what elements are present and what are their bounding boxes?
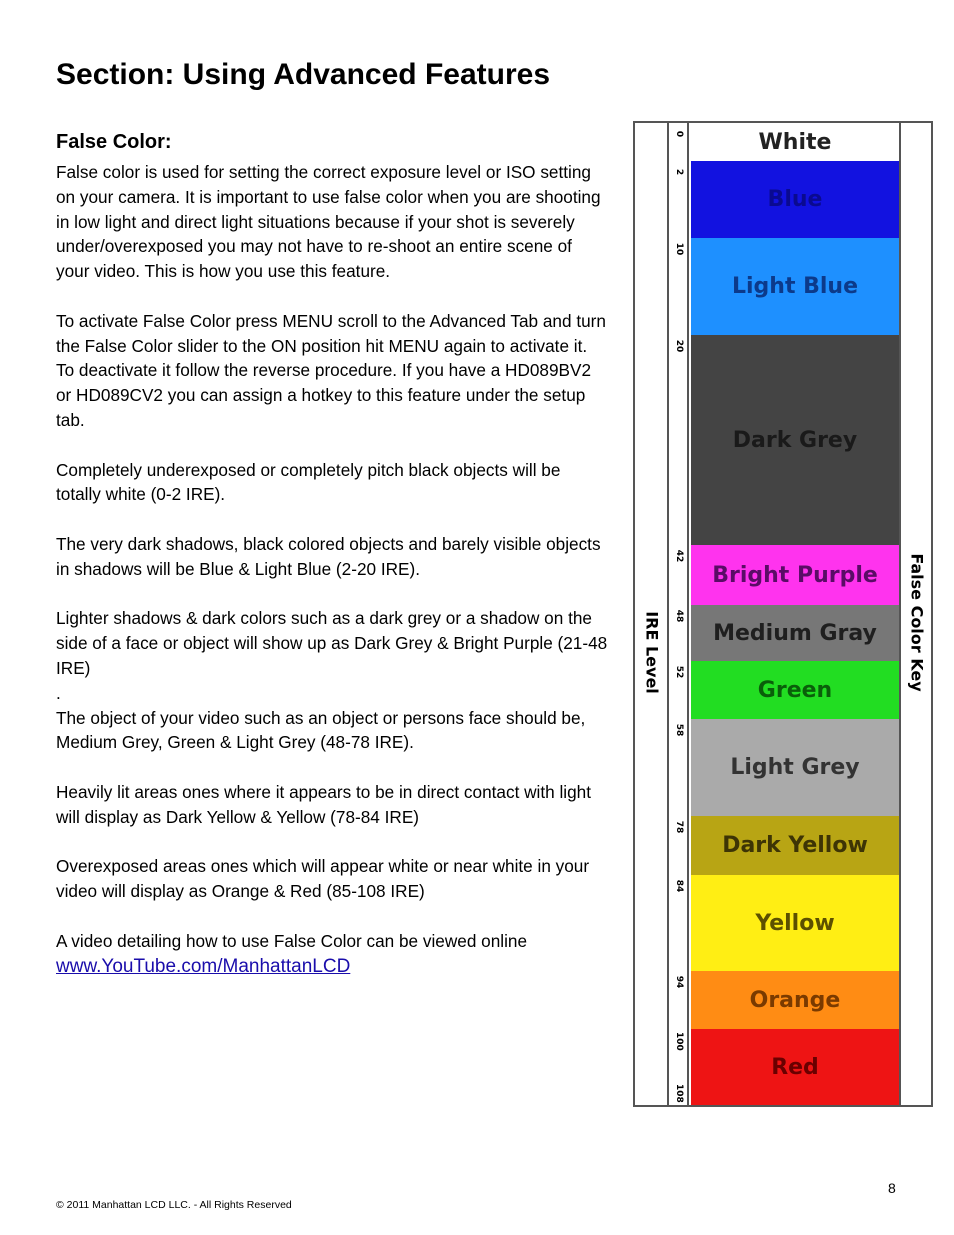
ire-tick-94: 94 <box>674 975 684 989</box>
tick-column <box>669 123 689 1105</box>
band-red: Red <box>691 1029 899 1105</box>
body-text <box>56 160 608 979</box>
ire-column <box>635 123 669 1105</box>
band-medium-gray: Medium Gray <box>691 605 899 661</box>
ire-tick-48: 48 <box>674 609 684 623</box>
paragraph-blue: The very dark shadows, black colored objects and barely visible objects in shadows will be Blue & Light Blue (2-20 IRE). <box>56 533 601 579</box>
band-yellow: Yellow <box>691 875 899 971</box>
paragraph-mid: The object of your video such as an object or persons face should be, Medium Grey, Green & Light Grey (48-78 IRE). <box>56 707 586 753</box>
band-dark-yellow: Dark Yellow <box>691 816 899 875</box>
page-title: Section: Using Advanced Features <box>56 58 551 91</box>
ire-tick-52: 52 <box>674 665 684 679</box>
paragraph-activate: To activate False Color press MENU scroll to the Advanced Tab and turn the False Color slider to the ON position hit MENU again to activate it. To deactivate it follow the reverse procedure. If you have a HD089BV2 or HD089CV2 you can assign a hotkey to this feature under the setup tab. <box>56 310 606 430</box>
false-color-key <box>633 121 933 1107</box>
ire-tick-58: 58 <box>674 723 684 737</box>
ire-tick-10: 10 <box>674 242 684 256</box>
band-bright-purple: Bright Purple <box>691 545 899 605</box>
ire-tick-0: 0 <box>674 130 684 138</box>
band-orange: Orange <box>691 971 899 1029</box>
ire-level-label: IRE Level <box>642 611 662 694</box>
paragraph-yellow: Heavily lit areas ones where it appears to be in direct contact with light will display as Dark Yellow & Yellow (78-84 IRE) <box>56 781 591 827</box>
ire-tick-2: 2 <box>674 168 684 176</box>
ire-tick-78: 78 <box>674 820 684 834</box>
paragraph-red: Overexposed areas ones which will appear white or near white in your video will display as Orange & Red (85-108 IRE) <box>56 856 590 902</box>
paragraph-intro: False color is used for setting the correct exposure level or ISO setting on your camera. It is important to use false color when you are shooting in low light and direct light situations because if your shot is severely under/overexposed you may not have to re-shoot an entire scene of your video. This is how you use this feature. <box>56 162 601 282</box>
youtube-link[interactable]: www.YouTube.com/ManhattanLCD <box>56 955 351 977</box>
band-light-blue: Light Blue <box>691 238 899 335</box>
ire-tick-84: 84 <box>674 879 684 893</box>
ire-tick-108: 108 <box>674 1084 684 1103</box>
paragraph-grey-purple: Lighter shadows & dark colors such as a dark grey or a shadow on the side of a face or object will show up as Dark Grey & Bright Purple (21-48 IRE) <box>56 608 608 678</box>
paragraph-white: Completely underexposed or completely pitch black objects will be totally white (0-2 IRE). <box>56 459 561 505</box>
band-green: Green <box>691 661 899 719</box>
band-blue: Blue <box>691 161 899 238</box>
copyright-footer: © 2011 Manhattan LCD LLC. - All Rights Reserved <box>56 1199 292 1211</box>
section-subtitle: False Color: <box>56 131 172 153</box>
band-light-grey: Light Grey <box>691 719 899 816</box>
ire-tick-42: 42 <box>674 549 684 563</box>
band-white: White <box>691 123 899 162</box>
page-number: 8 <box>888 1180 896 1196</box>
ire-tick-20: 20 <box>674 339 684 353</box>
color-bands <box>691 123 901 1105</box>
false-color-key-label: False Color Key <box>907 553 927 692</box>
ire-tick-100: 100 <box>674 1032 684 1051</box>
paragraph-video: A video detailing how to use False Color can be viewed online <box>56 930 528 951</box>
paragraph-dot: . <box>56 682 61 703</box>
band-dark-grey: Dark Grey <box>691 335 899 545</box>
